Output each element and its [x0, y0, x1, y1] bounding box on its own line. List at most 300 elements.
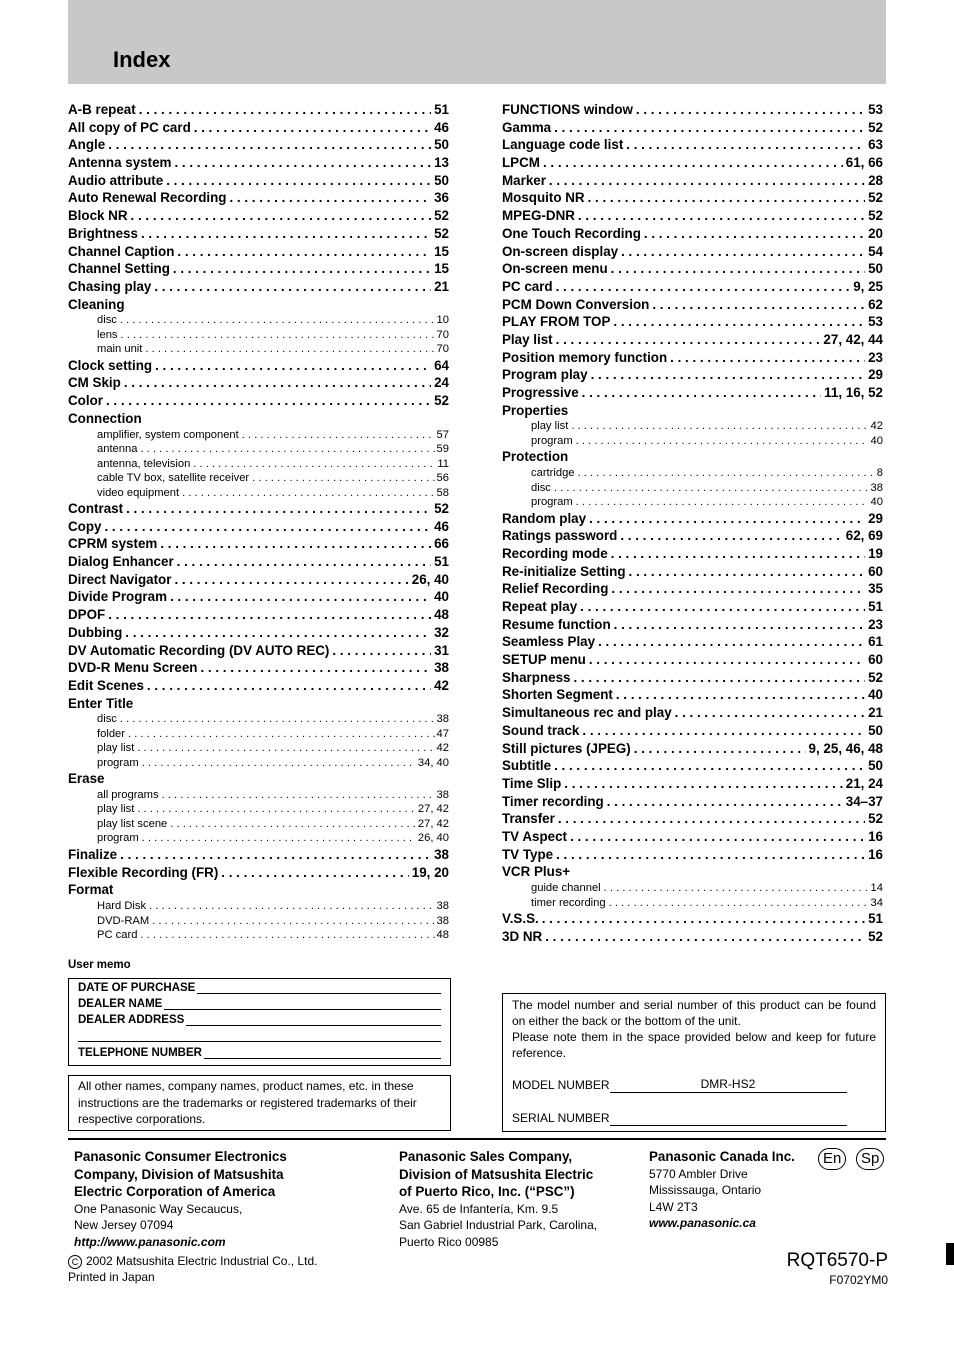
canada-name-1: Panasonic Canada Inc.: [649, 1149, 795, 1164]
page-title: Index: [113, 47, 171, 72]
user-memo-box: [68, 978, 451, 1066]
index-subentry-label: main unit: [97, 343, 143, 356]
index-subentry-page: 38: [436, 713, 449, 726]
index-entry: [68, 696, 449, 714]
index-entry-page: 32: [434, 624, 449, 640]
index-entry-page: 28: [868, 172, 883, 188]
index-subentry: [502, 882, 883, 897]
index-entry-page: 21: [434, 278, 449, 294]
copyright-block: [68, 1254, 317, 1285]
index-entry: [502, 687, 883, 705]
leader-dots: [142, 757, 416, 769]
index-entry-page: 52: [868, 208, 883, 224]
leader-dots: [106, 393, 431, 408]
leader-dots: [545, 929, 865, 944]
leader-dots: [652, 297, 865, 312]
index-entry-label: DVD-R Menu Screen: [68, 660, 198, 676]
index-entry-page: 53: [868, 314, 883, 330]
index-subentry: [502, 496, 883, 511]
index-entry-page: 52: [868, 928, 883, 944]
leader-dots: [332, 643, 431, 658]
index-subentry: [502, 435, 883, 450]
pr-name-1: Panasonic Sales Company,: [399, 1149, 573, 1164]
pr-name-3: of Puerto Rico, Inc. (“PSC”): [399, 1184, 575, 1200]
index-entry: [68, 244, 449, 262]
leader-dots: [621, 244, 865, 259]
leader-dots: [582, 723, 865, 738]
index-entry-page: 46: [434, 119, 449, 135]
index-entry: [502, 564, 883, 582]
index-subentry-page: 27, 42: [417, 817, 449, 830]
index-entry: [68, 155, 449, 173]
index-entry: [68, 607, 449, 625]
leader-dots: [125, 625, 431, 640]
language-badge-sp: Sp: [856, 1148, 884, 1170]
index-entry: [502, 173, 883, 191]
index-entry-label: Brightness: [68, 225, 138, 241]
index-entry-label: Clock setting: [68, 357, 153, 373]
leader-dots: [200, 660, 431, 675]
index-entry-label: Simultaneous rec and play: [502, 705, 672, 721]
usa-line-2: New Jersey 07094: [74, 1218, 174, 1233]
leader-dots: [177, 554, 431, 569]
index-entry: [502, 705, 883, 723]
index-entry-label: 3D NR: [502, 928, 543, 944]
index-entry: [502, 670, 883, 688]
leader-dots: [194, 120, 431, 135]
user-memo-title: User memo: [68, 959, 131, 971]
index-entry: [68, 660, 449, 678]
index-entry-page: 51: [868, 911, 883, 926]
index-entry: [502, 385, 883, 403]
index-entry-label: TV Aspect: [502, 828, 567, 844]
index-entry: [502, 741, 883, 759]
leader-dots: [104, 519, 431, 534]
copyright-text: 2002 Matsushita Electric Industrial Co., Ltd.: [86, 1254, 318, 1268]
leader-dots: [162, 789, 435, 801]
index-entry-label: On-screen display: [502, 243, 619, 259]
index-entry: [502, 758, 883, 776]
index-subentry-label: cartridge: [531, 467, 575, 480]
dealer-name-row: [78, 998, 441, 1010]
index-entry-label: Transfer: [502, 811, 555, 827]
index-entry-page: 36: [434, 190, 449, 206]
index-entry-label: Time Slip: [502, 775, 562, 791]
index-subentry: [68, 472, 449, 487]
leader-dots: [611, 546, 865, 561]
index-subentry-label: play list scene: [97, 817, 168, 830]
leader-dots: [139, 102, 431, 117]
index-subentry: [502, 467, 883, 482]
leader-dots: [554, 482, 869, 494]
index-entry: [68, 572, 449, 590]
index-entry: [68, 208, 449, 226]
index-entry-label: Re-initialize Setting: [502, 563, 626, 579]
index-entry: [68, 554, 449, 572]
index-entry: [68, 865, 449, 883]
index-entry-page: 15: [434, 261, 449, 277]
index-subentry-page: 10: [436, 314, 449, 327]
index-entry: [68, 501, 449, 519]
leader-dots: [131, 208, 432, 223]
index-entry-label: Random play: [502, 510, 587, 526]
index-subentry-label: play list: [97, 742, 135, 755]
language-badge-en: En: [818, 1148, 846, 1170]
index-entry: [502, 723, 883, 741]
serial-number-row: [512, 1110, 847, 1126]
address-puerto-rico: [399, 1148, 597, 1250]
index-subentry-label: Hard Disk: [97, 900, 147, 912]
index-entry-label: Flexible Recording (FR): [68, 864, 219, 880]
index-entry-label: Divide Program: [68, 589, 167, 605]
index-entry-page: 52: [434, 208, 449, 224]
date-of-purchase-line: [197, 983, 441, 994]
leader-dots: [634, 741, 806, 756]
index-subentry-page: 42: [870, 420, 883, 433]
leader-dots: [147, 678, 431, 693]
index-entry: [68, 261, 449, 279]
index-entry-label: Seamless Play: [502, 634, 596, 650]
index-subentry-page: 40: [870, 434, 883, 447]
index-subentry-page: 58: [436, 486, 449, 499]
leader-dots: [614, 617, 865, 632]
leader-dots: [589, 652, 865, 667]
index-entry-page: 54: [868, 243, 883, 259]
index-entry-label: Chasing play: [68, 278, 152, 294]
index-entry-label: Block NR: [68, 208, 128, 224]
index-entry: [502, 511, 883, 529]
model-note-1: The model number and serial number of this product can be found on either the back or the bottom of the unit.: [512, 998, 876, 1028]
dealer-address-line: [186, 1015, 441, 1026]
leader-dots: [588, 190, 866, 205]
index-entry-page: 24: [434, 375, 449, 391]
leader-dots: [556, 847, 865, 862]
index-entry: [502, 634, 883, 652]
index-entry: [502, 829, 883, 847]
index-entry-page: 23: [868, 349, 883, 365]
index-subentry: [502, 420, 883, 435]
index-entry-label: PLAY FROM TOP: [502, 314, 611, 330]
index-entry: [502, 911, 883, 929]
index-entry-label: A-B repeat: [68, 102, 136, 117]
leader-dots: [170, 589, 431, 604]
index-entry-label: Program play: [502, 367, 588, 383]
leader-dots: [108, 137, 431, 152]
model-serial-box: [502, 993, 886, 1132]
leader-dots: [573, 670, 865, 685]
index-entry: [502, 847, 883, 865]
index-subentry-label: program: [531, 434, 573, 447]
index-entry-page: 35: [868, 581, 883, 597]
index-entry: [502, 864, 883, 882]
index-entry: [502, 403, 883, 421]
index-entry-label: Resume function: [502, 616, 611, 632]
index-entry-label: Format: [68, 882, 114, 898]
pr-line-3: Puerto Rico 00985: [399, 1234, 499, 1249]
index-entry-label: FUNCTIONS window: [502, 102, 633, 117]
index-entry-page: 48: [434, 607, 449, 623]
leader-dots: [229, 190, 431, 205]
index-entry-label: PC card: [502, 278, 553, 294]
index-entry-label: DV Automatic Recording (DV AUTO REC): [68, 642, 330, 658]
leader-dots: [221, 865, 408, 880]
leader-dots: [174, 572, 408, 587]
index-entry: [68, 190, 449, 208]
index-entry-page: 52: [868, 119, 883, 135]
index-entry-label: Audio attribute: [68, 172, 164, 188]
leader-dots: [145, 343, 434, 355]
index-entry-label: Sound track: [502, 722, 580, 738]
index-subentry-page: 42: [436, 742, 449, 755]
serial-number-label: SERIAL NUMBER: [512, 1111, 610, 1125]
index-entry-label: CPRM system: [68, 536, 158, 552]
index-entry-label: Subtitle: [502, 758, 552, 774]
index-entry-page: 60: [868, 563, 883, 579]
leader-dots: [173, 261, 431, 276]
canada-url-link[interactable]: www.panasonic.ca: [649, 1216, 756, 1231]
index-entry: [502, 261, 883, 279]
index-subentry: [68, 458, 449, 473]
index-entry-page: 62: [868, 296, 883, 312]
index-entry-label: Color: [68, 393, 103, 409]
leader-dots: [152, 915, 434, 927]
index-entry-page: 61: [868, 634, 883, 650]
index-entry: [502, 137, 883, 155]
index-entry: [68, 519, 449, 537]
index-entry: [502, 652, 883, 670]
index-entry: [68, 137, 449, 155]
index-entry: [68, 536, 449, 554]
index-subentry-page: 38: [436, 788, 449, 801]
index-subentry: [68, 929, 449, 944]
model-number-row: [512, 1077, 847, 1093]
index-entry-page: 31: [434, 642, 449, 658]
index-entry-label: Ratings password: [502, 528, 618, 544]
index-entry-label: Edit Scenes: [68, 677, 144, 693]
leader-dots: [598, 634, 865, 649]
leader-dots: [558, 811, 865, 826]
index-subentry-label: program: [97, 756, 139, 769]
index-entry: [502, 332, 883, 350]
index-entry-label: Play list: [502, 331, 553, 347]
index-entry-label: Finalize: [68, 846, 118, 862]
index-entry-page: 40: [868, 687, 883, 703]
leader-dots: [137, 742, 434, 754]
index-entry-page: 11, 16, 52: [824, 385, 883, 400]
index-entry-label: Protection: [502, 449, 569, 465]
index-entry: [502, 102, 883, 120]
leader-dots: [108, 607, 431, 622]
canada-line-2: Mississauga, Ontario: [649, 1183, 762, 1198]
pr-line-2: San Gabriel Industrial Park, Carolina,: [399, 1218, 598, 1233]
footer-code: F0702YM0: [829, 1273, 888, 1287]
index-entry-label: CM Skip: [68, 375, 121, 391]
index-entry-page: 62, 69: [845, 528, 883, 544]
index-entry-page: 61, 66: [845, 155, 883, 171]
leader-dots: [644, 226, 865, 241]
index-entry: [502, 449, 883, 467]
index-entry: [68, 678, 449, 696]
index-entry: [502, 120, 883, 138]
index-entry-label: Cleaning: [68, 296, 125, 312]
leader-dots: [549, 173, 865, 188]
index-entry-page: 66: [434, 536, 449, 552]
leader-dots: [578, 208, 865, 223]
index-entry: [68, 226, 449, 244]
index-entry: [502, 279, 883, 297]
index-entry: [68, 297, 449, 315]
index-entry-label: All copy of PC card: [68, 119, 191, 135]
index-entry: [502, 617, 883, 635]
leader-dots: [580, 599, 865, 614]
index-entry: [502, 314, 883, 332]
index-subentry-page: 70: [436, 328, 449, 341]
index-entry-page: 51: [434, 554, 449, 570]
telephone-label: TELEPHONE NUMBER: [78, 1047, 202, 1059]
canada-line-1: 5770 Ambler Drive: [649, 1166, 748, 1181]
leader-dots: [137, 803, 416, 815]
leader-dots: [576, 435, 869, 447]
index-subentry-page: 27, 42: [417, 803, 449, 816]
index-subentry-label: disc: [97, 713, 117, 726]
index-entry-label: Relief Recording: [502, 581, 609, 597]
index-subentry-page: 26, 40: [417, 832, 449, 845]
leader-dots: [626, 137, 865, 152]
index-entry: [68, 411, 449, 429]
index-entry-label: Channel Setting: [68, 261, 170, 277]
index-entry-page: 27, 42, 44: [823, 331, 883, 347]
leader-dots: [128, 728, 435, 740]
index-entry-page: 50: [434, 137, 449, 153]
leader-dots: [620, 528, 842, 543]
index-entry-page: 50: [434, 172, 449, 188]
index-entry-page: 21, 24: [845, 775, 883, 791]
leader-dots: [174, 155, 431, 170]
index-entry: [502, 776, 883, 794]
index-subentry: [68, 343, 449, 358]
index-column-left: [68, 102, 449, 944]
index-subentry: [68, 443, 449, 458]
index-entry-page: 38: [434, 660, 449, 676]
leader-dots: [141, 226, 431, 241]
usa-url-link[interactable]: http://www.panasonic.com: [74, 1234, 226, 1249]
trademark-note: All other names, company names, product names, etc. in these instructions are the trademarks or registered trademarks of their respective corporations.: [68, 1075, 451, 1131]
index-entry: [68, 771, 449, 789]
index-entry-page: 50: [868, 722, 883, 738]
leader-dots: [611, 581, 865, 596]
leader-dots: [629, 564, 866, 579]
index-entry: [502, 155, 883, 173]
index-entry-label: Repeat play: [502, 599, 578, 614]
leader-dots: [120, 713, 435, 725]
index-subentry: [502, 482, 883, 497]
pr-name-2: Division of Matsushita Electric: [399, 1166, 594, 1182]
leader-dots: [589, 511, 865, 526]
index-entry-label: Gamma: [502, 119, 552, 135]
index-subentry-page: 14: [870, 882, 883, 894]
index-entry-page: 29: [868, 367, 883, 383]
index-entry: [502, 794, 883, 812]
leader-dots: [591, 367, 866, 382]
index-subentry: [68, 742, 449, 757]
leader-dots: [177, 244, 431, 259]
index-subentry-label: timer recording: [531, 896, 606, 909]
index-entry: [502, 297, 883, 315]
index-entry-label: Progressive: [502, 385, 579, 400]
index-entry-page: 64: [434, 357, 449, 373]
index-entry: [502, 208, 883, 226]
telephone-row: [78, 1047, 441, 1059]
index-entry-page: 38: [434, 846, 449, 862]
index-subentry: [68, 487, 449, 502]
index-entry-label: Dialog Enhancer: [68, 554, 174, 570]
leader-dots: [613, 314, 865, 329]
index-subentry-page: 59: [436, 443, 449, 455]
index-entry-label: Language code list: [502, 137, 624, 153]
dealer-address-row: [78, 1014, 441, 1026]
leader-dots: [636, 102, 865, 117]
index-subentry-label: antenna, television: [97, 457, 191, 470]
index-entry-page: 9, 25, 46, 48: [808, 740, 883, 756]
index-entry: [502, 929, 883, 947]
index-entry-page: 46: [434, 518, 449, 534]
index-subentry-label: PC card: [97, 929, 138, 941]
leader-dots: [554, 758, 865, 773]
index-entry: [68, 882, 449, 900]
index-entry-label: V.S.S.: [502, 911, 539, 926]
index-entry-label: Recording mode: [502, 545, 608, 561]
index-subentry-label: amplifier, system component: [97, 428, 239, 441]
leader-dots: [140, 929, 434, 941]
index-entry-label: Auto Renewal Recording: [68, 190, 227, 206]
index-subentry-page: 40: [870, 496, 883, 509]
index-entry-page: 42: [434, 677, 449, 693]
index-entry-label: Direct Navigator: [68, 571, 172, 587]
index-entry-label: On-screen menu: [502, 261, 608, 277]
index-entry-page: 19, 20: [411, 864, 449, 880]
index-entry-page: 63: [868, 137, 883, 153]
usa-name-3: Electric Corporation of America: [74, 1184, 276, 1200]
index-entry-label: Shorten Segment: [502, 687, 613, 703]
index-subentry-label: DVD-RAM: [97, 914, 150, 927]
leader-dots: [556, 279, 851, 294]
index-entry: [502, 226, 883, 244]
index-subentry-page: 56: [436, 472, 449, 484]
index-entry: [502, 811, 883, 829]
leader-dots: [570, 829, 865, 844]
index-subentry: [68, 789, 449, 804]
leader-dots: [543, 155, 843, 170]
index-entry-page: 29: [868, 510, 883, 526]
index-entry-label: Copy: [68, 518, 102, 534]
leader-dots: [121, 329, 435, 341]
leader-dots: [149, 900, 434, 912]
model-note-2: Please note them in the space provided below and keep for future reference.: [512, 1030, 876, 1060]
index-entry-label: PCM Down Conversion: [502, 296, 650, 312]
index-entry-label: Timer recording: [502, 793, 604, 809]
index-entry: [68, 279, 449, 297]
address-usa: [74, 1148, 287, 1250]
index-entry: [502, 244, 883, 262]
index-entry-label: Still pictures (JPEG): [502, 740, 631, 756]
dealer-address-line-2: [78, 1031, 441, 1042]
index-entry-label: SETUP menu: [502, 652, 586, 668]
index-subentry-label: program: [97, 832, 139, 845]
leader-dots: [616, 687, 865, 702]
index-entry-label: LPCM: [502, 155, 540, 171]
leader-dots: [554, 120, 865, 135]
index-entry-label: Enter Title: [68, 695, 134, 711]
